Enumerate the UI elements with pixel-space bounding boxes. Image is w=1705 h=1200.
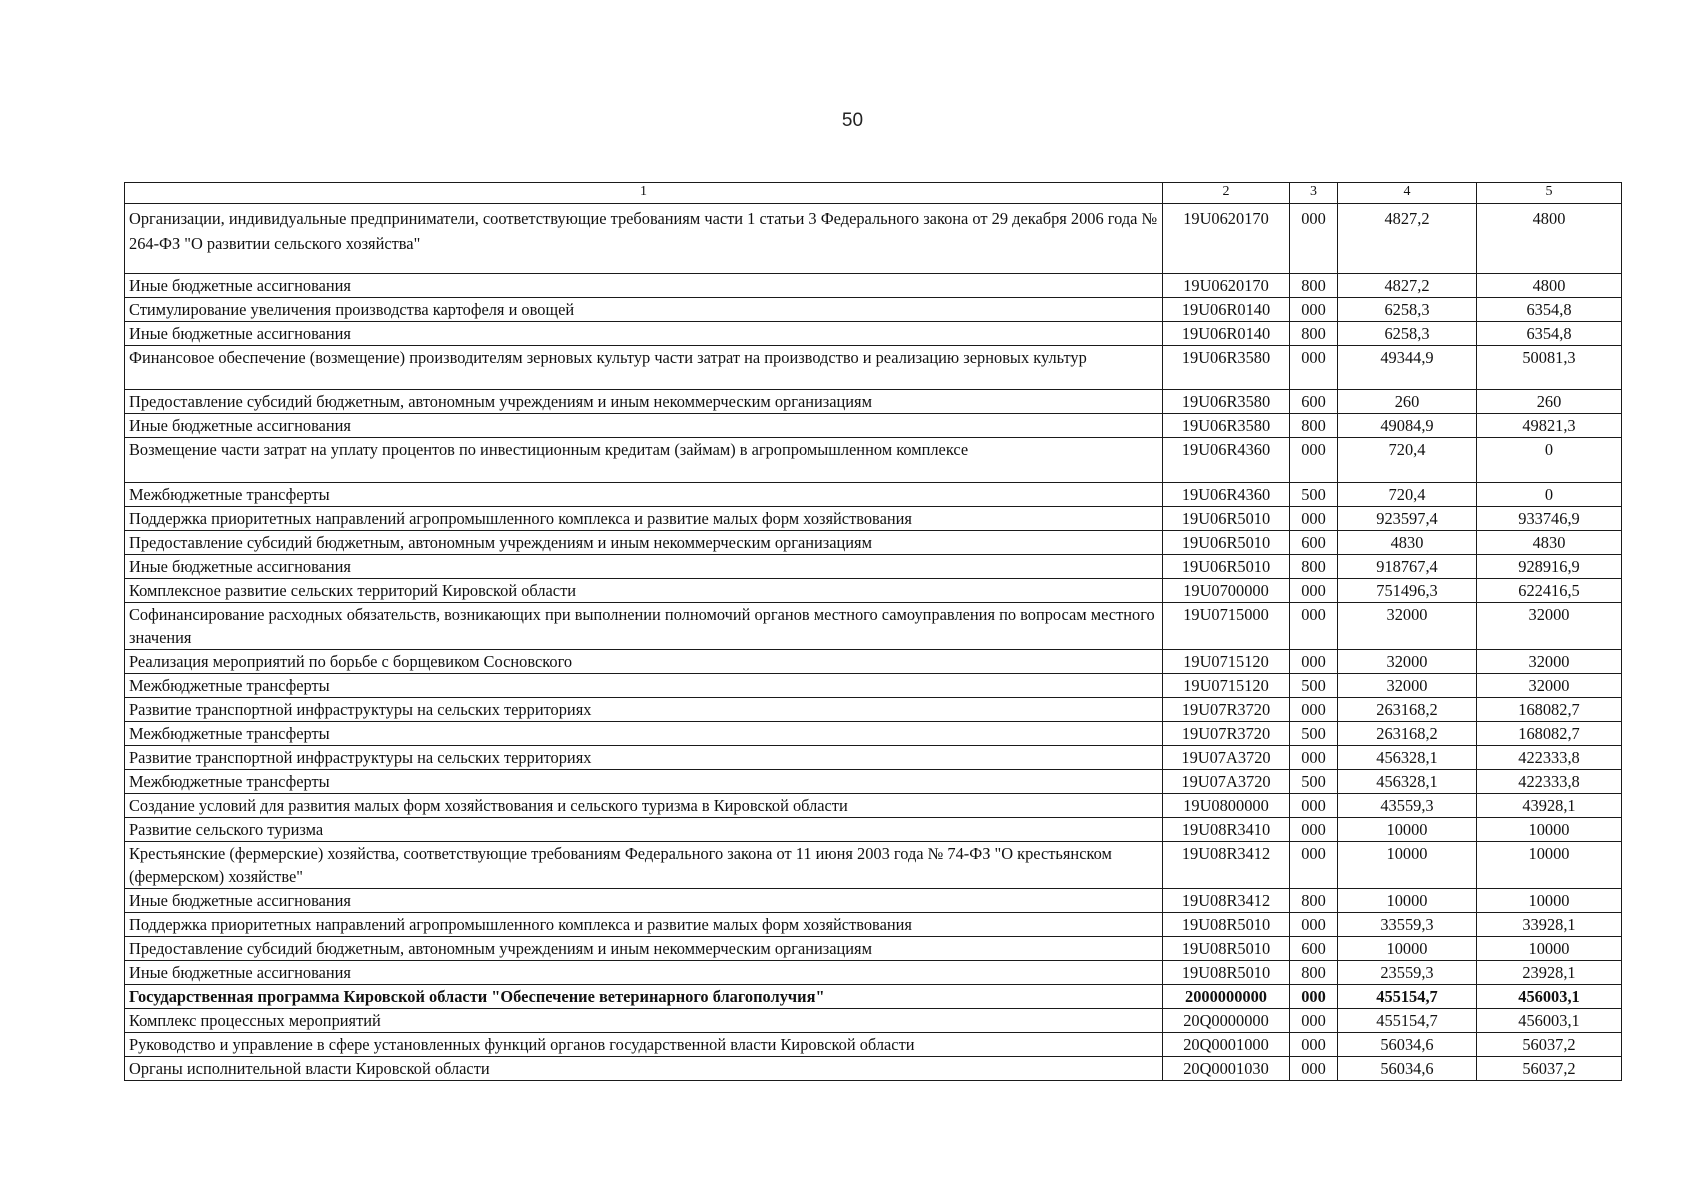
row-amount-year2: 622416,5: [1477, 579, 1622, 603]
row-expense-type: 000: [1290, 579, 1338, 603]
row-amount-year1: 751496,3: [1338, 579, 1477, 603]
row-amount-year2: 456003,1: [1477, 1009, 1622, 1033]
row-expense-type: 000: [1290, 507, 1338, 531]
table-row: [125, 555, 1622, 579]
row-code: 20Q0001000: [1163, 1033, 1290, 1057]
column-header-name: 1: [125, 183, 1163, 204]
row-name: Комплексное развитие сельских территорий Кировской области: [125, 579, 1163, 603]
row-amount-year2: 168082,7: [1477, 698, 1622, 722]
table-row: [125, 1009, 1622, 1033]
row-name: Создание условий для развития малых форм хозяйствования и сельского туризма в Кировской области: [125, 794, 1163, 818]
row-code: 20Q0001030: [1163, 1057, 1290, 1081]
row-amount-year1: 32000: [1338, 650, 1477, 674]
table-row: [125, 722, 1622, 746]
row-amount-year2: 4800: [1477, 274, 1622, 298]
row-amount-year2: 4800: [1477, 204, 1622, 274]
table-row: [125, 438, 1622, 483]
row-amount-year2: 56037,2: [1477, 1033, 1622, 1057]
row-name: Иные бюджетные ассигнования: [125, 322, 1163, 346]
row-code: 19U06R3580: [1163, 414, 1290, 438]
row-expense-type: 500: [1290, 483, 1338, 507]
row-name: Развитие транспортной инфраструктуры на сельских территориях: [125, 746, 1163, 770]
table-row: [125, 322, 1622, 346]
row-code: 19U06R4360: [1163, 438, 1290, 483]
row-amount-year1: 456328,1: [1338, 770, 1477, 794]
row-amount-year2: 168082,7: [1477, 722, 1622, 746]
row-amount-year2: 32000: [1477, 603, 1622, 650]
row-expense-type: 000: [1290, 204, 1338, 274]
row-amount-year2: 6354,8: [1477, 298, 1622, 322]
row-amount-year1: 456328,1: [1338, 746, 1477, 770]
row-code: 19U06R0140: [1163, 322, 1290, 346]
table-row: [125, 346, 1622, 390]
row-amount-year1: 10000: [1338, 937, 1477, 961]
table-row: [125, 204, 1622, 274]
table-row: [125, 579, 1622, 603]
row-code: 19U0620170: [1163, 204, 1290, 274]
table-row: [125, 674, 1622, 698]
row-expense-type: 600: [1290, 390, 1338, 414]
row-name: Предоставление субсидий бюджетным, автономным учреждениям и иным некоммерческим организациям: [125, 937, 1163, 961]
row-amount-year1: 49344,9: [1338, 346, 1477, 390]
row-amount-year1: 56034,6: [1338, 1057, 1477, 1081]
column-header-expense-type: 3: [1290, 183, 1338, 204]
row-amount-year2: 23928,1: [1477, 961, 1622, 985]
row-amount-year1: 33559,3: [1338, 913, 1477, 937]
row-code: 19U07A3720: [1163, 770, 1290, 794]
row-name: Иные бюджетные ассигнования: [125, 555, 1163, 579]
column-header-code: 2: [1163, 183, 1290, 204]
row-amount-year2: 49821,3: [1477, 414, 1622, 438]
row-expense-type: 500: [1290, 770, 1338, 794]
table-row: [125, 818, 1622, 842]
table-row: [125, 531, 1622, 555]
row-amount-year2: 260: [1477, 390, 1622, 414]
row-code: 19U07R3720: [1163, 722, 1290, 746]
row-code: 19U08R5010: [1163, 937, 1290, 961]
row-amount-year1: 4827,2: [1338, 204, 1477, 274]
row-name: Иные бюджетные ассигнования: [125, 274, 1163, 298]
table-row: [125, 390, 1622, 414]
row-code: 19U06R5010: [1163, 555, 1290, 579]
row-name: Поддержка приоритетных направлений агропромышленного комплекса и развитие малых форм хозяйствования: [125, 913, 1163, 937]
row-amount-year1: 720,4: [1338, 483, 1477, 507]
table-row: [125, 746, 1622, 770]
row-code: 19U06R5010: [1163, 531, 1290, 555]
table-row: [125, 603, 1622, 650]
row-amount-year2: 0: [1477, 438, 1622, 483]
row-code: 19U07A3720: [1163, 746, 1290, 770]
row-expense-type: 000: [1290, 985, 1338, 1009]
row-expense-type: 000: [1290, 1057, 1338, 1081]
row-amount-year1: 4827,2: [1338, 274, 1477, 298]
row-amount-year2: 56037,2: [1477, 1057, 1622, 1081]
row-expense-type: 000: [1290, 842, 1338, 889]
row-amount-year1: 455154,7: [1338, 1009, 1477, 1033]
row-name: Межбюджетные трансферты: [125, 483, 1163, 507]
row-amount-year1: 263168,2: [1338, 698, 1477, 722]
row-code: 19U0700000: [1163, 579, 1290, 603]
row-code: 19U0800000: [1163, 794, 1290, 818]
row-name: Иные бюджетные ассигнования: [125, 889, 1163, 913]
row-expense-type: 000: [1290, 1033, 1338, 1057]
row-name: Крестьянские (фермерские) хозяйства, соответствующие требованиям Федерального закона от 11 июня 2003 года № 74-ФЗ "О крестьянском (фермерском) хозяйстве": [125, 842, 1163, 889]
row-name: Организации, индивидуальные предприниматели, соответствующие требованиям части 1 статьи 3 Федерального закона от 29 декабря 2006 года № 264-ФЗ "О развитии сельского хозяйства": [125, 204, 1163, 274]
row-expense-type: 000: [1290, 794, 1338, 818]
row-expense-type: 500: [1290, 722, 1338, 746]
row-amount-year1: 720,4: [1338, 438, 1477, 483]
row-expense-type: 800: [1290, 961, 1338, 985]
table-row: [125, 937, 1622, 961]
row-expense-type: 000: [1290, 913, 1338, 937]
row-expense-type: 800: [1290, 322, 1338, 346]
row-name: Межбюджетные трансферты: [125, 722, 1163, 746]
column-header-amount-year1: 4: [1338, 183, 1477, 204]
row-amount-year2: 10000: [1477, 818, 1622, 842]
row-amount-year2: 33928,1: [1477, 913, 1622, 937]
table-row: [125, 414, 1622, 438]
row-amount-year1: 10000: [1338, 889, 1477, 913]
row-amount-year1: 10000: [1338, 818, 1477, 842]
row-name: Стимулирование увеличения производства картофеля и овощей: [125, 298, 1163, 322]
column-number-header-row: [125, 183, 1622, 204]
row-amount-year2: 32000: [1477, 650, 1622, 674]
row-amount-year2: 10000: [1477, 889, 1622, 913]
table-row: [125, 889, 1622, 913]
row-name: Софинансирование расходных обязательств, возникающих при выполнении полномочий органов местного самоуправления по вопросам местного значения: [125, 603, 1163, 650]
row-amount-year2: 933746,9: [1477, 507, 1622, 531]
row-name: Межбюджетные трансферты: [125, 674, 1163, 698]
row-code: 19U0620170: [1163, 274, 1290, 298]
row-expense-type: 500: [1290, 674, 1338, 698]
row-name: Развитие транспортной инфраструктуры на сельских территориях: [125, 698, 1163, 722]
row-expense-type: 000: [1290, 298, 1338, 322]
row-code: 19U0715120: [1163, 674, 1290, 698]
row-expense-type: 000: [1290, 346, 1338, 390]
row-expense-type: 800: [1290, 889, 1338, 913]
row-expense-type: 000: [1290, 650, 1338, 674]
row-expense-type: 000: [1290, 746, 1338, 770]
table-row: [125, 274, 1622, 298]
row-amount-year1: 455154,7: [1338, 985, 1477, 1009]
row-name: Руководство и управление в сфере установленных функций органов государственной власти Кировской области: [125, 1033, 1163, 1057]
table-row: [125, 985, 1622, 1009]
row-expense-type: 600: [1290, 937, 1338, 961]
row-code: 19U08R5010: [1163, 961, 1290, 985]
row-name: Возмещение части затрат на уплату процентов по инвестиционным кредитам (займам) в агропромышленном комплексе: [125, 438, 1163, 483]
row-expense-type: 800: [1290, 274, 1338, 298]
row-expense-type: 000: [1290, 1009, 1338, 1033]
row-amount-year2: 4830: [1477, 531, 1622, 555]
budget-table: [124, 182, 1622, 1081]
row-amount-year1: 918767,4: [1338, 555, 1477, 579]
table-row: [125, 961, 1622, 985]
row-amount-year2: 50081,3: [1477, 346, 1622, 390]
row-amount-year1: 10000: [1338, 842, 1477, 889]
row-code: 19U06R4360: [1163, 483, 1290, 507]
row-amount-year2: 32000: [1477, 674, 1622, 698]
table-row: [125, 1057, 1622, 1081]
row-amount-year1: 6258,3: [1338, 322, 1477, 346]
row-amount-year1: 32000: [1338, 674, 1477, 698]
row-expense-type: 000: [1290, 603, 1338, 650]
row-code: 19U08R3412: [1163, 842, 1290, 889]
row-amount-year2: 0: [1477, 483, 1622, 507]
row-amount-year2: 928916,9: [1477, 555, 1622, 579]
row-amount-year1: 4830: [1338, 531, 1477, 555]
row-expense-type: 800: [1290, 414, 1338, 438]
row-expense-type: 800: [1290, 555, 1338, 579]
row-amount-year1: 6258,3: [1338, 298, 1477, 322]
table-row: [125, 913, 1622, 937]
row-amount-year1: 260: [1338, 390, 1477, 414]
page-number: 50: [841, 110, 864, 131]
row-name: Органы исполнительной власти Кировской области: [125, 1057, 1163, 1081]
row-name: Развитие сельского туризма: [125, 818, 1163, 842]
row-name: Комплекс процессных мероприятий: [125, 1009, 1163, 1033]
row-code: 19U08R3410: [1163, 818, 1290, 842]
table-row: [125, 770, 1622, 794]
table-row: [125, 298, 1622, 322]
row-code: 19U08R3412: [1163, 889, 1290, 913]
row-name: Финансовое обеспечение (возмещение) производителям зерновых культур части затрат на производство и реализацию зерновых культур: [125, 346, 1163, 390]
row-amount-year2: 10000: [1477, 842, 1622, 889]
row-amount-year2: 43928,1: [1477, 794, 1622, 818]
row-amount-year1: 43559,3: [1338, 794, 1477, 818]
row-code: 20Q0000000: [1163, 1009, 1290, 1033]
row-expense-type: 000: [1290, 818, 1338, 842]
row-name: Иные бюджетные ассигнования: [125, 961, 1163, 985]
row-code: 19U06R0140: [1163, 298, 1290, 322]
row-amount-year2: 422333,8: [1477, 746, 1622, 770]
row-name: Предоставление субсидий бюджетным, автономным учреждениям и иным некоммерческим организациям: [125, 390, 1163, 414]
row-expense-type: 000: [1290, 438, 1338, 483]
table-row: [125, 842, 1622, 889]
row-amount-year1: 56034,6: [1338, 1033, 1477, 1057]
row-amount-year1: 32000: [1338, 603, 1477, 650]
row-name: Иные бюджетные ассигнования: [125, 414, 1163, 438]
row-amount-year2: 456003,1: [1477, 985, 1622, 1009]
row-code: 19U0715120: [1163, 650, 1290, 674]
program-row-name: Государственная программа Кировской области "Обеспечение ветеринарного благополучия": [125, 985, 1163, 1009]
table-row: [125, 483, 1622, 507]
row-amount-year2: 6354,8: [1477, 322, 1622, 346]
row-amount-year1: 263168,2: [1338, 722, 1477, 746]
row-code: 19U06R3580: [1163, 390, 1290, 414]
row-code: 19U07R3720: [1163, 698, 1290, 722]
row-amount-year2: 10000: [1477, 937, 1622, 961]
row-code: 19U06R5010: [1163, 507, 1290, 531]
table-row: [125, 698, 1622, 722]
row-expense-type: 600: [1290, 531, 1338, 555]
row-code: 19U0715000: [1163, 603, 1290, 650]
row-code: 2000000000: [1163, 985, 1290, 1009]
row-amount-year1: 23559,3: [1338, 961, 1477, 985]
row-name: Реализация мероприятий по борьбе с борщевиком Сосновского: [125, 650, 1163, 674]
column-header-amount-year2: 5: [1477, 183, 1622, 204]
row-amount-year1: 49084,9: [1338, 414, 1477, 438]
row-amount-year1: 923597,4: [1338, 507, 1477, 531]
table-row: [125, 1033, 1622, 1057]
table-row: [125, 507, 1622, 531]
table-row: [125, 650, 1622, 674]
row-name: Предоставление субсидий бюджетным, автономным учреждениям и иным некоммерческим организациям: [125, 531, 1163, 555]
row-expense-type: 000: [1290, 698, 1338, 722]
table-row: [125, 794, 1622, 818]
row-code: 19U08R5010: [1163, 913, 1290, 937]
row-name: Межбюджетные трансферты: [125, 770, 1163, 794]
row-amount-year2: 422333,8: [1477, 770, 1622, 794]
row-name: Поддержка приоритетных направлений агропромышленного комплекса и развитие малых форм хозяйствования: [125, 507, 1163, 531]
row-code: 19U06R3580: [1163, 346, 1290, 390]
